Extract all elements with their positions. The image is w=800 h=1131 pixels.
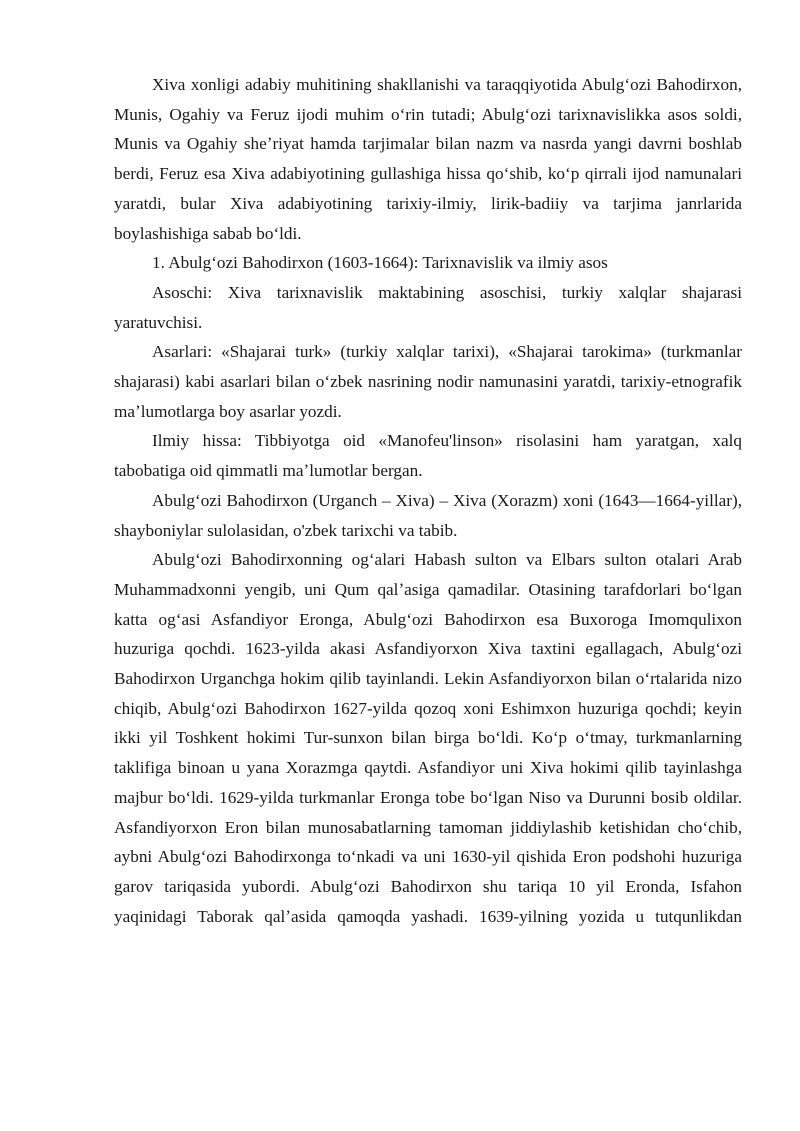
paragraph-works: Asarlari: «Shajarai turk» (turkiy xalqlar tarixi), «Shajarai tarokima» (turkmanlar shajarasi) kabi asarlari bilan oʻzbek nasrining nodir namunasini yaratdi, tarixiy-etnografik maʼlumotlarga boy asarlar yozdi. — [114, 342, 742, 421]
paragraph-science: Ilmiy hissa: Tibbiyotga oid «Manofeu'linson» risolasini ham yaratgan, xalq tabobatiga oid qimmatli maʼlumotlar bergan. — [114, 431, 742, 481]
paragraph-biography: Abulgʻozi Bahodirxonning ogʻalari Habash sulton va Elbars sulton otalari Arab Muhammadxonni yengib, uni Qum qalʼasiga qamadilar. Otasining tarafdorlari boʻlgan katta ogʻasi Asfandiyor Eronga, Abulgʻozi Bahodirxon esa Buxoroga Imomqulixon huzuriga qochdi. 1623-yilda akasi Asfandiyorxon Xiva taxtini egallagach, Abulgʻozi Bahodirxon Urganchga hokim qilib tayinlandi. Lekin Asfandiyorxon bilan oʻrtalarida nizo chiqib, Abulgʻozi Bahodirxon 1627-yilda qozoq xoni Eshimxon huzuriga qochdi; keyin ikki yil Toshkent hokimi Tur-sunxon bilan birga boʻldi. Koʻp oʻtmay, turkmanlarning taklifiga binoan u yana Xorazmga qaytdi. Asfandiyor uni Xiva hokimi qilib tayinlashga majbur boʻldi. 1629-yilda turkmanlar Eronga tobe boʻlgan Niso va Durunni bosib oldilar. Asfandiyorxon Eron bilan munosabatlarning tamoman jiddiylashib ketishidan choʻchib, aybni Abulgʻozi Bahodirxonga toʻnkadi va uni 1630-yil qishida Eron podshohi huzuriga garov tariqasida yubordi. Abulgʻozi Bahodirxon shu tariqa 10 yil Eronda, Isfahon yaqinidagi Taborak qalʼasida qamoqda yashadi. 1639-yilning yozida u tutqunlikdan — [114, 550, 742, 926]
section-heading: 1. Abulgʻozi Bahodirxon (1603-1664): Tarixnavislik va ilmiy asos — [152, 253, 608, 273]
paragraph-biography-intro: Abulgʻozi Bahodirxon (Urganch – Xiva) – Xiva (Xorazm) xoni (1643—1664-yillar), shayboniylar sulolasidan, o'zbek tarixchi va tabib. — [114, 490, 742, 540]
paragraph-founder: Asoschi: Xiva tarixnavislik maktabining asoschisi, turkiy xalqlar shajarasi yaratuvchisi. — [114, 282, 742, 332]
document-page — [114, 70, 742, 931]
paragraph-intro: Xiva xonligi adabiy muhitining shakllanishi va taraqqiyotida Abulgʻozi Bahodirxon, Munis, Ogahiy va Feruz ijodi muhim oʻrin tutadi; Abulgʻozi tarixnavislikka asos soldi, Munis va Ogahiy sheʼriyat hamda tarjimalar bilan nazm va nasrda yangi davrni boshlab berdi, Feruz esa Xiva adabiyotining gullashiga hissa qoʻshib, koʻp qirrali ijod namunalari yaratdi, bular Xiva adabiyotining tarixiy-ilmiy, lirik-badiiy va tarjima janrlarida boylashishiga sabab boʻldi. — [114, 75, 742, 243]
